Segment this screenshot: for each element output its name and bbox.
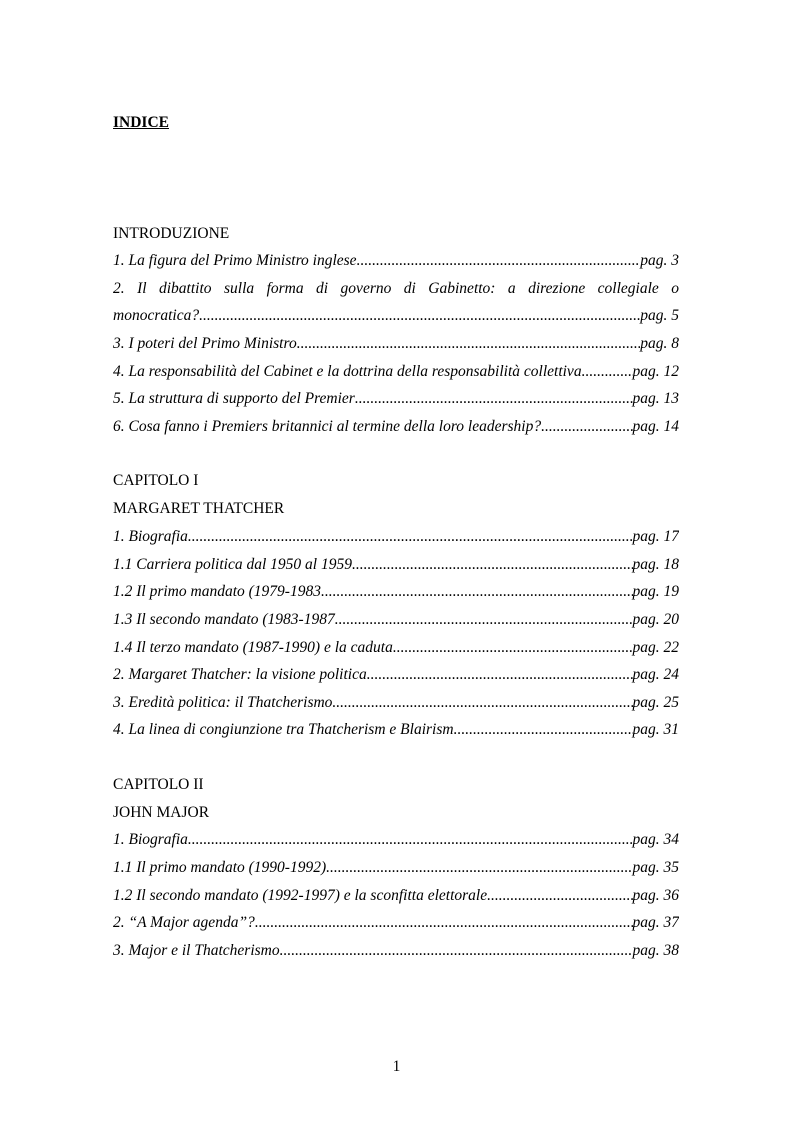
- toc-entry-page: pag. 22: [632, 639, 679, 656]
- toc-entry-text: 3. Major e il Thatcherismo: [113, 942, 280, 959]
- toc-entry[interactable]: [113, 583, 679, 601]
- toc-leader-dots: [188, 528, 633, 546]
- toc-entry-page: pag. 36: [632, 887, 679, 904]
- toc-entry-page: pag. 3: [640, 252, 679, 269]
- toc-entry-page: pag. 35: [632, 859, 679, 876]
- toc-entry[interactable]: [113, 914, 679, 932]
- toc-entry[interactable]: [113, 942, 679, 960]
- toc-entry[interactable]: [113, 831, 679, 849]
- toc-entry[interactable]: [113, 859, 679, 877]
- toc-entry-text: 2. Margaret Thatcher: la visione politica: [113, 666, 367, 683]
- intro-heading: INTRODUZIONE: [113, 225, 230, 242]
- toc-leader-dots: [357, 252, 641, 270]
- toc-entry-text-line1: 2. Il dibattito sulla forma di governo di Gabinetto: a direzione collegiale o: [113, 280, 679, 297]
- page-title: INDICE: [113, 114, 169, 131]
- toc-entry-text: 1.1 Carriera politica dal 1950 al 1959: [113, 556, 352, 573]
- toc-entry[interactable]: [113, 721, 679, 739]
- toc-entry-text: 5. La struttura di supporto del Premier: [113, 390, 355, 407]
- toc-leader-dots: [541, 418, 632, 436]
- toc-leader-dots: [582, 363, 633, 381]
- toc-entry-text: 1.1 Il primo mandato (1990-1992): [113, 859, 327, 876]
- toc-leader-dots: [332, 694, 632, 712]
- toc-entry-text: 2. “A Major agenda”?: [113, 914, 255, 931]
- toc-entry-page: pag. 38: [632, 942, 679, 959]
- toc-leader-dots: [297, 335, 641, 353]
- toc-entry-page: pag. 19: [632, 583, 679, 600]
- toc-entry[interactable]: [113, 390, 679, 408]
- toc-entry-text: 1.2 Il secondo mandato (1992-1997) e la sconfitta elettorale: [113, 887, 488, 904]
- toc-leader-dots: [454, 721, 633, 739]
- toc-entry[interactable]: [113, 887, 679, 905]
- toc-leader-dots: [326, 859, 632, 877]
- toc-entry-text: 1. Biografia: [113, 528, 188, 545]
- toc-entry-page: pag. 31: [632, 721, 679, 738]
- toc-entry-page: pag. 25: [632, 694, 679, 711]
- toc-entry-text: 3. I poteri del Primo Ministro: [113, 335, 297, 352]
- toc-entry-text: 4. La linea di congiunzione tra Thatcherism e Blairism: [113, 721, 454, 738]
- toc-entry-page: pag. 18: [632, 556, 679, 573]
- chapter2-subheading: JOHN MAJOR: [113, 804, 210, 821]
- toc-entry-text: 1.3 Il secondo mandato (1983-1987: [113, 611, 335, 628]
- toc-entry-text: 3. Eredità politica: il Thatcherismo: [113, 694, 333, 711]
- toc-leader-dots: [367, 666, 633, 684]
- toc-entry[interactable]: [113, 666, 679, 684]
- toc-entry-text: monocratica?: [113, 307, 200, 324]
- toc-entry[interactable]: [113, 694, 679, 712]
- chapter1-subheading: MARGARET THATCHER: [113, 500, 285, 517]
- toc-leader-dots: [188, 831, 633, 849]
- toc-entry[interactable]: [113, 556, 679, 574]
- toc-entry[interactable]: [113, 639, 679, 657]
- page-number: 1: [392, 1058, 401, 1075]
- toc-leader-dots: [393, 639, 633, 657]
- toc-entry-page: pag. 8: [640, 335, 679, 352]
- toc-entry[interactable]: [113, 363, 679, 381]
- toc-leader-dots: [321, 583, 633, 601]
- toc-leader-dots: [487, 887, 632, 905]
- toc-entry[interactable]: [113, 335, 679, 353]
- toc-entry-page: pag. 37: [632, 914, 679, 931]
- toc-leader-dots: [255, 914, 633, 932]
- toc-entry-page: pag. 13: [632, 390, 679, 407]
- toc-entry-page: pag. 17: [632, 528, 679, 545]
- toc-leader-dots: [199, 307, 640, 325]
- toc-entry[interactable]: [113, 252, 679, 270]
- toc-leader-dots: [280, 942, 633, 960]
- toc-entry[interactable]: [113, 418, 679, 436]
- chapter2-heading: CAPITOLO II: [113, 776, 204, 793]
- toc-entry-text: 1. La figura del Primo Ministro inglese: [113, 252, 357, 269]
- toc-entry-text: 6. Cosa fanno i Premiers britannici al termine della loro leadership?: [113, 418, 542, 435]
- toc-leader-dots: [352, 556, 633, 574]
- toc-entry-page: pag. 5: [640, 307, 679, 324]
- toc-entry[interactable]: [113, 611, 679, 629]
- chapter1-heading: CAPITOLO I: [113, 472, 199, 489]
- toc-entry-page: pag. 14: [632, 418, 679, 435]
- toc-entry-page: pag. 20: [632, 611, 679, 628]
- toc-leader-dots: [335, 611, 633, 629]
- toc-leader-dots: [355, 390, 633, 408]
- toc-entry-text: 1.2 Il primo mandato (1979-1983: [113, 583, 321, 600]
- toc-entry-text: 1. Biografia: [113, 831, 188, 848]
- toc-entry-page: pag. 24: [632, 666, 679, 683]
- toc-entry-page: pag. 34: [632, 831, 679, 848]
- toc-entry[interactable]: [113, 528, 679, 546]
- toc-entry[interactable]: [113, 307, 679, 325]
- toc-entry-text: 4. La responsabilità del Cabinet e la dottrina della responsabilità collettiva: [113, 363, 582, 380]
- toc-entry-text: 1.4 Il terzo mandato (1987-1990) e la caduta: [113, 639, 393, 656]
- toc-entry-page: pag. 12: [632, 363, 679, 380]
